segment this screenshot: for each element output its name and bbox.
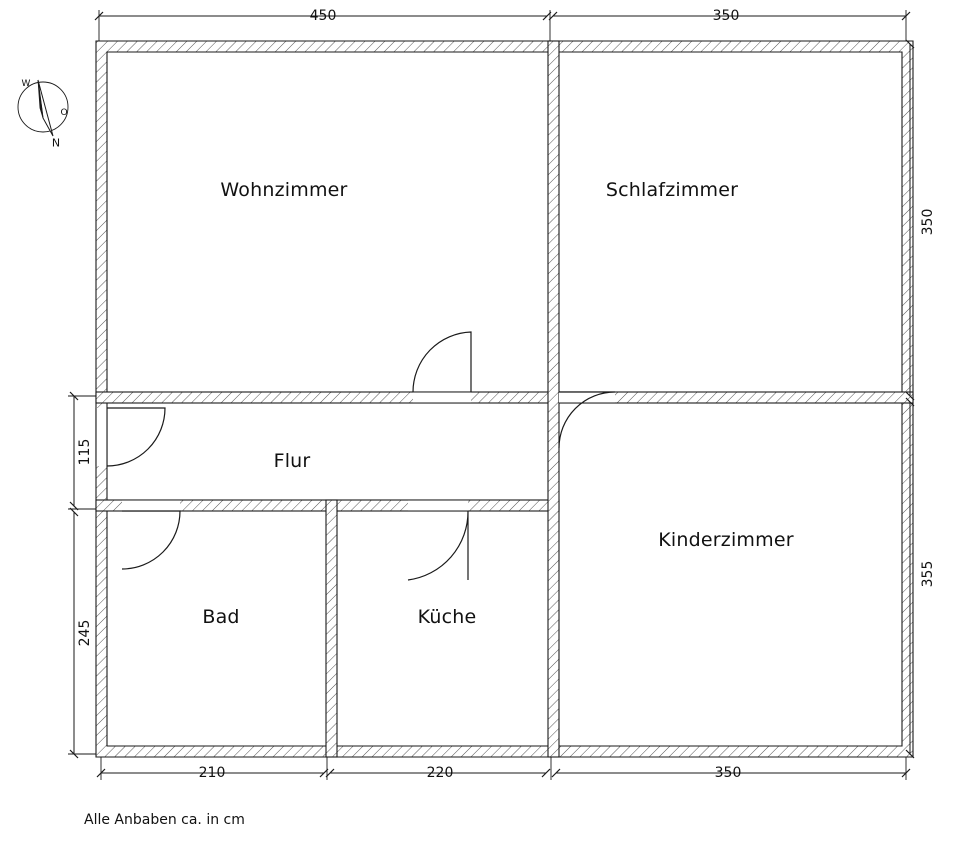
dim-label-right-350: 350 — [920, 208, 936, 236]
dim-label-left-245: 245 — [77, 619, 93, 647]
dim-label-top-450: 450 — [309, 8, 337, 24]
room-label-wohnzimmer: Wohnzimmer — [220, 179, 348, 201]
room-label-kinderzimmer: Kinderzimmer — [658, 529, 794, 551]
door-swing-kueche — [408, 511, 468, 580]
dim-label-top-350: 350 — [712, 8, 740, 24]
room-label-schlafzimmer: Schlafzimmer — [605, 179, 739, 201]
room-label-bad: Bad — [202, 606, 240, 628]
room-label-flur: Flur — [273, 450, 311, 472]
dim-label-bottom-220: 220 — [426, 765, 454, 781]
door-swing-flur-entry — [107, 408, 165, 466]
dim-label-right-355: 355 — [920, 560, 936, 588]
walls-group — [96, 41, 913, 757]
interior-wall-vertical-bad-kueche — [326, 500, 337, 757]
plan-footnote: Alle Anbaben ca. in cm — [84, 812, 245, 828]
door-opening-kueche — [408, 500, 468, 512]
compass-north-label: N — [51, 136, 61, 150]
interior-wall-vertical-main — [548, 41, 559, 757]
door-opening-flur-entry — [96, 408, 108, 466]
compass-east-label: O — [60, 108, 68, 118]
door-opening-kinderzimmer — [559, 392, 615, 404]
door-swings-group — [107, 332, 615, 580]
door-swing-bad — [122, 511, 180, 569]
dim-label-bottom-210: 210 — [198, 765, 226, 781]
door-opening-bad — [122, 500, 180, 512]
door-openings-group — [96, 392, 616, 512]
dim-label-bottom-350: 350 — [714, 765, 742, 781]
compass-west-label: W — [21, 79, 31, 89]
door-opening-wohnzimmer — [413, 392, 471, 404]
door-swing-wohnzimmer — [413, 332, 471, 392]
room-label-kueche: Küche — [417, 606, 477, 628]
interior-wall-horizontal-upper — [96, 392, 913, 403]
dim-label-left-115: 115 — [77, 438, 93, 466]
